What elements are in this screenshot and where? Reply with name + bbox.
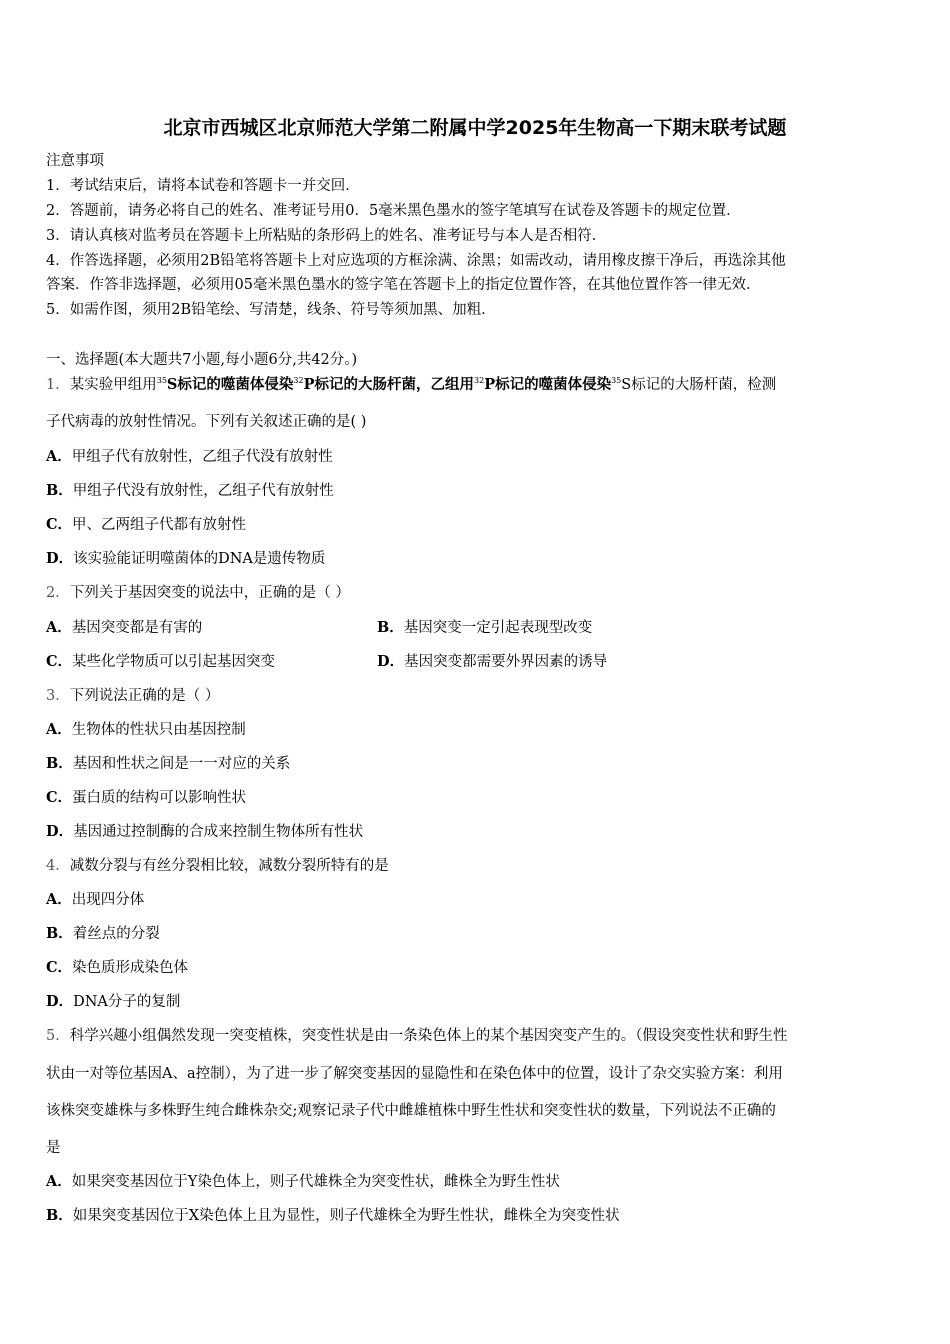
option-a: A．出现四分体 [46,891,145,908]
option-b: B．基因和性状之间是一一对应的关系 [46,755,291,772]
question-5-stem: 5．科学兴趣小组偶然发现一突变植株，突变性状是由一条染色体上的某个基因突变产生的。（假设突变性状和野生性 [46,1028,788,1044]
section-heading: 一、选择题(本大题共7小题,每小题6分,共42分。) [46,352,358,368]
option-c: C．某些化学物质可以引起基因突变 [46,653,276,670]
question-1-stem: 1．某实验甲组用$^{35}$S标记的噬菌体侵染$^{32}$P标记的大肠杆菌，乙组用$^{32}$P标记的噬菌体侵染$^{35}$S标记的大肠杆菌，检测 [46,376,777,393]
option-c: C．蛋白质的结构可以影响性状 [46,789,247,806]
option-d: D．该实验能证明噬菌体的DNA是遗传物质 [46,550,326,567]
option-a: A．生物体的性状只由基因控制 [46,721,246,738]
notice-item: 1．考试结束后，请将本试卷和答题卡一并交回． [46,178,360,194]
option-c: C．甲、乙两组子代都有放射性 [46,516,247,533]
question-4-stem: 4．减数分裂与有丝分裂相比较，减数分裂所特有的是 [46,858,389,874]
question-5-stem-cont: 是 [46,1140,61,1156]
option-b: B．如果突变基因位于X染色体上且为显性，则子代雄株全为野生性状，雌株全为突变性状 [46,1207,620,1224]
notice-item: 5．如需作图，须用2B铅笔绘、写清楚，线条、符号等须加黑、加粗． [46,302,496,318]
option-a: A．如果突变基因位于Y染色体上，则子代雄株全为突变性状，雌株全为野生性状 [46,1173,560,1190]
option-b: B．基因突变一定引起表现型改变 [377,619,593,636]
question-1-stem-cont: 子代病毒的放射性情况。下列有关叙述正确的是( ) [46,414,367,430]
option-d: D．基因突变都需要外界因素的诱导 [377,653,608,670]
question-5-stem-cont: 状由一对等位基因A、a控制），为了进一步了解突变基因的显隐性和在染色体中的位置，设计了杂交实验方案：利用 [46,1066,783,1082]
option-d: D．DNA分子的复制 [46,993,181,1010]
notice-heading: 注意事项 [46,153,104,169]
notice-item: 答案．作答非选择题，必须用05毫米黑色墨水的签字笔在答题卡上的指定位置作答，在其他位置作答一律无效． [46,277,761,293]
option-c: C．染色质形成染色体 [46,959,189,976]
notice-item: 2．答题前，请务必将自己的姓名、准考证号用0．5毫米黑色墨水的签字笔填写在试卷及答题卡的规定位置． [46,203,741,219]
question-2-stem: 2．下列关于基因突变的说法中，正确的是（ ） [46,585,350,601]
option-b: B．甲组子代没有放射性，乙组子代有放射性 [46,482,334,499]
option-b: B．着丝点的分裂 [46,925,160,942]
question-3-stem: 3．下列说法正确的是（ ） [46,688,220,704]
option-a: A．甲组子代有放射性，乙组子代没有放射性 [46,448,333,465]
question-5-stem-cont: 该株突变雄株与多株野生纯合雌株杂交;观察记录子代中雌雄植株中野生性状和突变性状的数量，下列说法不正确的 [46,1103,776,1119]
question-number: 1． [46,377,70,393]
notice-item: 4．作答选择题，必须用2B铅笔将答题卡上对应选项的方框涂满、涂黑；如需改动，请用橡皮擦干净后，再选涂其他 [46,253,786,269]
option-a: A．基因突变都是有害的 [46,619,203,636]
page-title: 北京市西城区北京师范大学第二附属中学2025年生物高一下期末联考试题 [163,117,787,139]
notice-item: 3．请认真核对监考员在答题卡上所粘贴的条形码上的姓名、准考证号与本人是否相符． [46,228,607,244]
option-d: D．基因通过控制酶的合成来控制生物体所有性状 [46,823,364,840]
